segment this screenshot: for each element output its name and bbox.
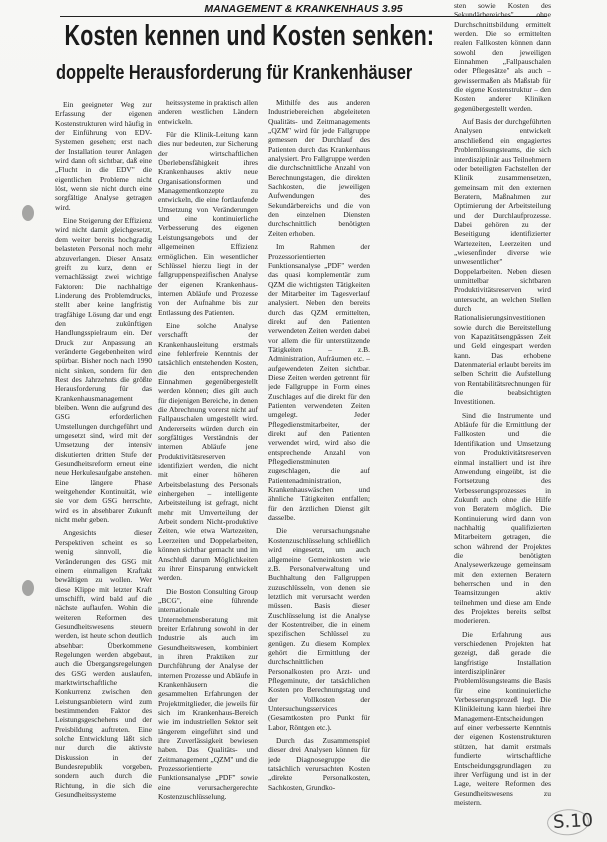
binder-hole — [22, 205, 34, 221]
article-column-2 — [158, 98, 258, 828]
headline: Kosten kennen und Kosten senken: — [64, 20, 435, 52]
subheadline: doppelte Herausforderung für Krankenhäuser — [56, 62, 413, 84]
paragraph: Die Erfahrung aus verschiedenen Projekten hat gezeigt, daß gerade die langfristige Installation interdisziplinärer Problemlösungsteams die Basis für eine kontinuierliche Verbesserungsprozeß legt. Die Klinikleitung kann hierbei ihre Management-Entscheidungen auf einer verbesserte Kenntnis der eigenen Kostenstrukturen stützen, hat damit erstmals fundierte wirtschaftliche Entscheidungsgrundlagen zu ihrer Verfügung und ist in der Lage, weitere Reformen des Gesundheitswesens zu meistern. — [454, 629, 551, 807]
paragraph: Die verursachungsnahe Kostenzuschlüsselung schließlich wird eingesetzt, um auch allgemeine Gemeinkosten wie z.B. Personalverwaltung und Buchhaltung den Fallgruppen zuzuschlüsseln, von denen sie letztlich mit verursacht werden müssen. Basis dieser Zuschlüsselung ist die Analyse der Kostentreiber, die in einem spezifischen Schlüssel zu genügen. Zu diesem Komplex gehört die Ermittlung der durchschnittlichen Personalkosten pro Arzt- und Pflegeminute, der tatsächlichen Kosten pro Berechnungstag und der Vollkosten der Untersuchungsservices (Gesamtkosten pro Punkt für Labor, Röntgen etc.). — [268, 526, 370, 732]
paragraph: Im Rahmen der Prozessorientierten Funktionsanalyse „PDF" werden das quasi komplementär zum QZM die wichtigsten Tätigkeiten der Mitarbeiter im Tagesverlauf analysiert. Neben den bereits durch das QZM ermittelten, direkt auf den Patienten verwendeten Zeiten werden dabei vor allem die für unterstützende Tätigkeiten – z.B. Administration, Aufräumen etc. – aufgewendeten Zeiten sichtbar. Diese Zeiten werden getrennt für jede Fallgruppe in Form eines Zuschlages auf die direkt für den Patienten verwendeten Zeiten umgelegt. Jeder Pflegedienstmitarbeiter, der direkt auf den Patienten verwendet wird, wird also die entsprechende Anzahl von Pflegedienstminuten zugeschlagen, die auf Patientenadministration, Krankenhauswäschen und ähnliche Tätigkeiten entfallen; für den ärztlichen Dienst gilt dasselbe. — [268, 242, 370, 523]
paragraph: Sind die Instrumente und Abläufe für die Ermittlung der Fallkosten und die Identifikation und Umsetzung von Produktivitätsreserven einmal installiert und ist ihre Anwendung eingeübt, ist die Fortsetzung des Verbesserungsprozesses in Zukunft auch ohne die Hilfe von Beratern möglich. Die Kontinuierung wird dann von nachhaltig qualifizierten Mitarbeitern getragen, die schon während der Projektes die benötigten Analysewerkzeuge gemeinsam mit den externen Beratern beherrschen und in den Teamsitzungen aktiv teilnehmen und diese am Ende des Projektes bereits selbst moderieren. — [454, 410, 551, 626]
page-number-text: S.10 — [552, 809, 594, 834]
paragraph: Die Boston Consulting Group „BCG", eine führende internationale Unternehmensberatung mit breiter Erfahrung sowohl in der Industrie als auch im Gesundheitswesen, kombiniert in ihren Praktiken zur Durchführung der Analyse der internen Prozesse und Abläufe in Krankenhäusern die gesammelten Erfahrungen der Projektmitglieder, die jeweils für sich im Krankenhaus-Bereich wie im industriellen Sektor seit längerem eingeführt sind und ihre Zuverlässigkeit bewiesen haben. Das Qualitäts- und Zeitmanagement „QZM" und die Prozessorientierte Funktionsanalyse „PDF" sowie eine verursachergerechte Kostenzuschlüsselung. — [158, 586, 258, 802]
paragraph: Auf Basis der durchgeführten Analysen entwickelt anschließend ein engagiertes Problemlösungsteams, die sich interdisziplinär aus Teilnehmern oder beteiligten Fachstellen der Klinik zusammensetzen, gemeinsam mit den externen Beratern, Maßnahmen zur Optimierung der Arbeitsteilung und der Durchlaufprozesse. Dabei gehören zu der Beseitigung identifizierter Wartezeiten, Leerzeiten und „wiesenfinder diverse wie unwesentlicher" Doppelarbeiten. Neben diesen unmittelbar sichtbaren Produktivitätsreserven wird untersucht, an welchen Stellen durch Rationalisierungsinvestitionen sowie durch die Bereitstellung von Kapazitätsengpässen Zeit und Geld eingespart werden kann. Das erhobene Datenmaterial erlaubt bereits im selben Schritt die Aufstellung von Rentabilitätsrechnungen für die beabsichtigten Investitionen. — [454, 117, 551, 407]
page-number-circle — [546, 808, 589, 836]
paragraph: Mithilfe des aus anderen Industriebereichen abgeleiteten Qualitäts- und Zeitmanagements „QZM" wird für jede Fallgruppe gemessen der Durchlauf des Patienten durch das Krankenhaus analysiert. Pro Fallgruppe werden die durchschnittliche Anzahl von Berechnungstagen, die direkten Sachkosten, die jeweiligen Aufwendungen des Sekundärbereichs und die von den einzelnen Diensten durchschnittlich benötigten Zeiten erhoben. — [268, 98, 370, 238]
paragraph: Eine solche Analyse verschafft der Krankenhausleitung erstmals eine fehlerfreie Kenntnis der tatsächlich entstehenden Kosten, die den entsprechenden Einnahmen gegenübergestellt werden können; dies gilt auch für diejenigen Bereiche, in denen die Abrechnung vorerst nicht auf Fallpauschalen umgestellt wird. Andererseits würden durch ein sorgfältiges Verständnis der internen Abläufe jene Produktivitätsreserven identifiziert werden, die nicht mit einer höheren Arbeitsbelastung des Personals einhergehen – intelligente Arbeitsteilung ist gefragt, nicht mehr mit Umverteilung der Arbeit sondern Nicht-produktive Zeiten, wie etwa Wartezeiten, Leerzeiten und Doppelarbeiten, können sichtbar gemacht und im Anschluß darum Möglichkeiten zu ihrer Einsparung entwickelt werden. — [158, 320, 258, 583]
paragraph: Für die Klinik-Leitung kann dies nur bedeuten, zur Sicherung der wirtschaftlichen Überlebensfähigkeit ihres Krankenhauses aktiv neue Organisationsformen und Managementkonzepte zu entwickeln, die eine fortlaufende Umsetzung von Veränderungen und eine kontinuierliche Verbesserung des eigenen Leistungsangebots und der allgemeinen Effizienz ermöglichen. Ein wesentlicher Schlüssel hierzu liegt in der fallgruppenspezifischen Analyse der eigenen Krankenhaus-internen Abläufe und Prozesse von der Aufnahme bis zur Entlassung des Patienten. — [158, 130, 258, 317]
paragraph: Ein geeigneter Weg zur Erfassung der eigenen Kostenstrukturen wird häufig in der Einführung von EDV-Systemen gesehen; erst nach der Installation teurer Anlagen wird dann oft sichtbar, daß eine „Flucht in die EDV" die eigentlichen Probleme nicht löst, wenn sie nicht durch eine sorgfältige Analyse getragen wird. — [55, 100, 152, 212]
paragraph: heitssysteme in praktisch allen anderen westlichen Ländern entwickeln. — [158, 98, 258, 126]
paragraph: Eine Steigerung der Effizienz wird nicht damit gleichgesetzt, dem weiter bereits hochgradig belasteten Personal noch mehr abzuverlangen. Dieser Ansatz greift zu kurz, denn er vernachlässigt zwei wichtige Faktoren: Die nachhaltige Linderung des Problemdrucks, stellt aber keine langfristig tragfähige Lösung dar und engt den zukünftigen Handlungsspielraum ein. Der Druck zur Anpassung an veränderte Gegebenheiten wird spürbar. Bisher noch nach 1990 nicht sinken, sondern für den Rest des Jahrzehnts die größte Herausforderung für das Krankenhausmanagement bleiben. Wenn die aufgrund des GSG erforderlichen Umstellungen durchgeführt und umgesetzt sind, wird mit der Umsetzung der intensiv diskutierten dritten Stufe der Gesundheitsreform erneut eine neue Herkulesaufgabe anstehen. Eine längere Phase weitgehender Kontinuität, wie sie vor dem GSG herrschte, wird es in absehbarer Zukunft nicht mehr geben. — [55, 216, 152, 525]
running-header: MANAGEMENT & KRANKENHAUS 3.95 — [60, 2, 547, 17]
paragraph: Durch das Zusammenspiel dieser drei Analysen können für jede Diagnosegruppe die tatsächlich verursachten Kosten „direkte Personalkosten, Sachkosten, Grundko- — [268, 736, 370, 792]
paragraph: Angesichts dieser Perspektiven scheint es so wenig sinnvoll, die Veränderungen des GSG mit einem einmaligen Kraftakt bewältigen zu wollen. Wer diese Klippe mit letzter Kraft umschifft, wird bald auf die nächste auflaufen. Wohin die weiteren Reformen des Gesundheitswesens steuern werden, ist heute schon deutlich absehbar: Überkommene Regelungen werden abgebaut, auch die Übergangsregelungen des GSG werden auslaufen, marktwirtschaftliche Konkurrenz zwischen den Leistungsanbietern wird zum bestimmenden Faktor des Leistungsgeschehens und der Preisbildung auftreten. Eine solche Entwicklung läßt sich nur durch die aktivste Diskussion in der Bundesrepublik vorgeben, sondern auch durch die Richtung, in die sich die Gesundheitssysteme — [55, 528, 152, 800]
page-number — [552, 810, 593, 833]
article-column-4 — [454, 1, 551, 831]
paragraph: sten sowie Kosten des Sekundärbereiches" ohne Durchschnittsbildung ermittelt werden. Die so ermittelten realen Fallkosten können dann sowohl den jeweiligen Einnahmen „Fallpauschalen oder Pflegesätze" als auch – gewissermaßen als Maßstab für die eigene Kostenstruktur – den Kosten anderer Kliniken gegenübergestellt werden. — [454, 1, 551, 113]
article-column-1 — [55, 100, 152, 830]
binder-hole — [22, 580, 34, 596]
article-column-3-text — [268, 98, 370, 833]
